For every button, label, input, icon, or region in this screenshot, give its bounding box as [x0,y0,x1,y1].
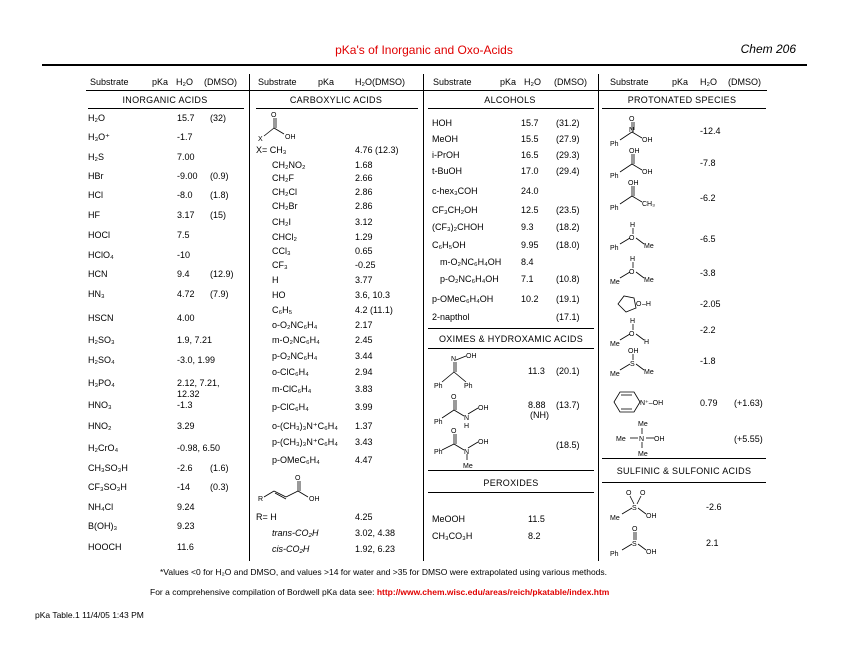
acetophenone-oh: OH [628,180,639,187]
inorganic-h2o: -9.00 [177,171,198,181]
alcohol-dmso: (17.1) [556,312,580,322]
dmso-oh: OH [628,348,639,355]
carboxylic-val: 4.47 [355,455,373,465]
c3-pka: pKa [500,77,517,87]
struct1-oh: OH [285,134,296,141]
oxime-2-dmso: (13.7) [556,400,580,410]
alcohol-dmso: (19.1) [556,294,580,304]
carboxylic-val: 3.44 [355,351,373,361]
unsat-acid-name: cis-CO₂H [272,544,310,554]
inorganic-name: HOOCH [88,542,122,552]
inorganic-h2o: 9.23 [177,521,195,531]
alcohol-name: m-O₂NC₆H₄OH [440,257,502,267]
carboxylic-val: 1.29 [355,232,373,242]
sulfinic-2-h2o: 2.1 [706,538,719,548]
carboxylic-name: CH₂Cl [272,187,297,197]
inorganic-h2o: 4.00 [177,313,195,323]
c3-substrate: Substrate [433,77,472,87]
oxime-n: N [451,356,457,363]
protonated-h2o: -2.05 [700,299,721,309]
carboxylic-name: CH₂Br [272,201,298,211]
sulfinic-rule-bottom [602,482,766,483]
inorganic-dmso: (7.9) [210,289,229,299]
protonated-heading: PROTONATED SPECIES [627,95,737,105]
carboxylic-val: 2.17 [355,320,373,330]
inorganic-dmso: (32) [210,113,227,123]
hydroxamic-ph: Ph [434,419,443,426]
tma-me-left: Me [616,436,626,443]
alcohol-dmso: (18.0) [556,240,580,250]
carboxylic-name: m-O₂NC₆H₄ [272,335,320,345]
carboxylic-val: 3.99 [355,402,373,412]
oxime-2-note: (NH) [530,410,549,420]
protonated-h2o: -6.5 [700,234,716,244]
bsa-o: O [632,526,638,533]
inorganic-name: HCl [88,190,103,200]
methanesulfonic-structure-icon [610,488,680,524]
carboxylic-val: 3.83 [355,384,373,394]
peroxide-name: CH₃CO₃H [432,531,473,541]
protonated-dmso-structure-icon [610,346,680,380]
n-methyl-hydroxamic-structure-icon [434,430,504,470]
oximes-rule-bottom [428,348,594,349]
alcohol-h2o: 10.2 [521,294,539,304]
inorganic-name: CH₃SO₃H [88,463,128,473]
struct1-x: X [258,136,263,143]
inorganic-name: H₃PO₄ [88,378,115,388]
protonated-dimethyl-ether-structure-icon [610,254,680,288]
peroxide-name: MeOOH [432,514,466,524]
peroxide-h2o: 11.5 [528,514,545,524]
carboxylic-name: X= CH₃ [256,145,287,155]
methanol-h: H [644,339,650,346]
nmethyl-ph: Ph [434,449,443,456]
carboxylic-name: CCl₃ [272,246,291,256]
hydroxamic-oh: OH [478,405,489,412]
c3-h2o: H₂O [524,77,541,87]
alcohol-name: t-BuOH [432,166,463,176]
protonated-h2o: -3.8 [700,268,716,278]
sulfinic-1-h2o: -2.6 [706,502,722,512]
carboxylic-name: CF₃ [272,260,288,270]
alcohol-name: p-O₂NC₆H₄OH [440,274,499,284]
dimethylether-me-1: Me [610,279,620,286]
alcohol-name: HOH [432,118,452,128]
protonated-h2o: -1.8 [700,356,716,366]
alcohol-h2o: 15.5 [521,134,539,144]
protonated-anisole-structure-icon [610,220,680,254]
title-rule [42,64,807,66]
course-label: Chem 206 [740,42,796,56]
c1-substrate: Substrate [90,77,129,87]
inorganic-name: H₂CrO₄ [88,443,119,453]
dmso-s: S [630,361,635,368]
inorganic-h2o: 7.5 [177,230,190,240]
alcohol-dmso: (29.3) [556,150,580,160]
protonated-methanol-structure-icon [610,316,680,350]
compilation-text: For a comprehensive compilation of Bordwell pKa data see: [150,587,375,597]
alcohol-h2o: 16.5 [521,150,539,160]
alcohol-name: c-hex₃COH [432,186,478,196]
inorganic-name: NH₄Cl [88,502,114,512]
benzoic-oh: OH [642,169,653,176]
struct1-o: O [271,112,277,119]
unsat-acid-val: 4.25 [355,512,373,522]
inorganic-rule [88,108,244,109]
carboxylic-name: CH₂NO₂ [272,160,306,170]
peroxides-heading: PEROXIDES [483,478,539,488]
tma-me-bottom: Me [638,451,648,458]
tma-oh: OH [654,436,665,443]
alcohol-name: C₆H₅OH [432,240,466,250]
inorganic-dmso: (1.8) [210,190,229,200]
inorganic-name: HClO₄ [88,250,114,260]
oxime-oh: OH [466,353,477,360]
header-rule [86,90,767,91]
peroxides-rule-bottom [428,492,594,493]
inorganic-dmso: (0.9) [210,171,229,181]
nitro-oh: OH [642,137,653,144]
page-title: pKa's of Inorganic and Oxo-Acids [335,43,513,57]
inorganic-name: HNO₃ [88,400,112,410]
carboxylic-val: 3.12 [355,217,373,227]
alcohol-name: MeOH [432,134,459,144]
alcohol-name: 2-napthol [432,312,470,322]
c4-pka: pKa [672,77,689,87]
alcohol-dmso: (23.5) [556,205,580,215]
unsat-acid-val: 1.92, 6.23 [355,544,396,554]
carboxylic-val: 3.6, 10.3 [355,290,391,300]
carboxylic-val: 1.37 [355,421,373,431]
unsat-acid-name: trans-CO₂H [272,528,319,538]
unsat-acid-val: 3.02, 4.38 [355,528,396,538]
c1-dmso: (DMSO) [204,77,237,87]
oximes-rule-top [428,328,594,329]
alcohol-name: CF₃CH₂OH [432,205,478,215]
inorganic-dmso: (15) [210,210,227,220]
alcohol-dmso: (18.2) [556,222,580,232]
bsa-s: S [632,541,637,548]
struct2-o: O [295,475,301,482]
tma-n: N [639,436,645,443]
dmso-me-2: Me [644,369,654,376]
nmethyl-o: O [451,428,457,435]
protonated-acetophenone-structure-icon [610,180,680,214]
carboxylic-val: 2.86 [355,187,373,197]
carboxylic-name: p-OMeC₆H₄ [272,455,320,465]
protonated-benzoic-structure-icon [610,148,680,182]
dmso-me-1: Me [610,371,620,378]
inorganic-h2o: 2.12, 7.21, [177,378,220,388]
protonated-h2o: 0.79 [700,398,718,408]
carboxylic-val: 2.86 [355,201,373,211]
hydroxamic-n: N [464,415,470,422]
inorganic-h2o: -0.98, 6.50 [177,443,221,453]
c1-pka: pKa [152,77,169,87]
msa-o-1: O [626,490,632,497]
alcohol-h2o: 12.5 [521,205,539,215]
dimethylether-me-2: Me [644,277,654,284]
inorganic-name: CF₃SO₃H [88,482,127,492]
alcohols-heading: ALCOHOLS [484,95,536,105]
carboxylic-val: 2.45 [355,335,373,345]
inorganic-dmso: (1.6) [210,463,229,473]
protonated-nitro-structure-icon [610,116,680,150]
struct2-r: R [258,496,264,503]
alcohol-name: (CF₃)₂CHOH [432,222,484,232]
sulfinic-rule-top [602,458,766,459]
nmethyl-me: Me [463,463,473,470]
alcohol-h2o: 9.3 [521,222,534,232]
nitro-ph: Ph [610,141,619,148]
alcohol-h2o: 8.4 [521,257,534,267]
alcohol-h2o: 15.7 [521,118,539,128]
c2-substrate: Substrate [258,77,297,87]
file-stamp: pKa Table.1 11/4/05 1:43 PM [35,610,144,620]
carboxylic-val: 0.65 [355,246,373,256]
alcohol-h2o: 9.95 [521,240,539,250]
inorganic-name: HN₃ [88,289,105,299]
msa-me: Me [610,515,620,522]
carboxylic-name: CH₂I [272,217,291,227]
carboxylic-name: o-(CH₃)₃N⁺C₆H₄ [272,421,338,431]
inorganic-name: HOCl [88,230,110,240]
carboxylic-name: CHCl₂ [272,232,297,242]
pyridinium-structure-icon [610,388,690,418]
protonated-h2o: -2.2 [700,325,716,335]
inorganic-h2o: 9.24 [177,502,195,512]
acetophenone-ph: Ph [610,205,619,212]
alcohol-h2o: 17.0 [521,166,539,176]
protonated-h2o: -12.4 [700,126,721,136]
benzoic-oh-top: OH [629,148,640,155]
hydroxamic-acid-structure-icon [434,390,504,430]
c4-h2o: H₂O [700,77,717,87]
alcohol-h2o: 24.0 [521,186,539,196]
inorganic-h2o: 11.6 [177,542,194,552]
col-divider-2 [423,74,424,561]
thf-h: –H [642,301,651,308]
carboxylic-name: m-ClC₆H₄ [272,384,312,394]
oxime-1-dmso: (20.1) [556,366,580,376]
thf-o: O [636,301,642,308]
inorganic-h2o: -3.0, 1.99 [177,355,216,365]
benzoic-ph: Ph [610,173,619,180]
tma-me-top: Me [638,421,648,428]
alcohol-dmso: (31.2) [556,118,580,128]
alcohol-h2o: 7.1 [521,274,534,284]
inorganic-h2o: 3.17 [177,210,195,220]
protonated-h2o: -6.2 [700,193,716,203]
inorganic-h2o: 9.4 [177,269,190,279]
col-divider-1 [249,74,250,561]
inorganic-name: H₂O [88,113,105,123]
carboxylic-name: C₆H₅ [272,305,293,315]
anisole-ph: Ph [610,245,619,252]
inorganic-heading: INORGANIC ACIDS [122,95,208,105]
dimethylether-h: H [630,256,636,263]
inorganic-name: H₂SO₄ [88,355,115,365]
benzophenone-oxime-structure-icon [434,354,504,390]
unsat-acid-name: R= H [256,512,277,522]
oximes-heading: OXIMES & HYDROXAMIC ACIDS [438,334,584,344]
bsa-ph: Ph [610,551,619,558]
protonated-dmso: (+5.55) [734,434,763,444]
inorganic-name: B(OH)₃ [88,521,118,531]
oxime-ph-1: Ph [434,383,443,390]
inorganic-name: HBr [88,171,104,181]
dimethylether-o: O [629,269,635,276]
carboxylic-name: H [272,275,279,285]
alcohol-dmso: (29.4) [556,166,580,176]
c4-dmso: (DMSO) [728,77,761,87]
oxime-2-h2o: 8.88 [528,400,546,410]
c3-dmso: (DMSO) [554,77,587,87]
compilation-note [150,587,609,597]
alcohol-dmso: (10.8) [556,274,580,284]
methanol-me: Me [610,341,620,348]
carboxylic-name: HO [272,290,286,300]
inorganic-h2o: 4.72 [177,289,195,299]
anisole-me: Me [644,243,654,250]
inorganic-h2o: -14 [177,482,191,492]
carboxylic-name: CH₂F [272,173,294,183]
inorganic-name: H₂S [88,152,104,162]
peroxides-rule-top [428,470,594,471]
sulfinic-heading: SULFINIC & SULFONIC ACIDS [616,466,752,476]
nitro-o: O [629,116,635,123]
methanol-o: O [629,331,635,338]
carboxylic-val: 2.66 [355,173,373,183]
anisole-o: O [629,235,635,242]
carboxylic-name: o-ClC₆H₄ [272,367,309,377]
protonated-h2o: -7.8 [700,158,716,168]
benzenesulfinic-structure-icon [610,524,680,560]
carboxylic-val: 1.68 [355,160,373,170]
inorganic-h2o: -1.7 [177,132,193,142]
oxime-3-dmso: (18.5) [556,440,580,450]
bsa-oh: OH [646,549,657,556]
footnote: *Values <0 for H₂O and DMSO, and values >14 for water and >35 for DMSO were extrapolated using various methods. [160,567,608,577]
oxime-1-h2o: 11.3 [528,366,545,376]
inorganic-h2o: 12.32 [177,389,200,399]
carboxylic-name: p-ClC₆H₄ [272,402,309,412]
trimethylhydroxylammonium-structure-icon [610,418,690,458]
carboxylic-val: 3.77 [355,275,373,285]
carboxylic-val: 4.76 (12.3) [355,145,399,155]
carboxylic-val: 3.43 [355,437,373,447]
c4-substrate: Substrate [610,77,649,87]
alcohol-name: i-PrOH [432,150,460,160]
protonated-dmso: (+1.63) [734,398,763,408]
alcohol-name: p-OMeC₆H₄OH [432,294,494,304]
carboxylic-val: -0.25 [355,260,376,270]
msa-o-2: O [640,490,646,497]
carboxylic-name: o-O₂NC₆H₄ [272,320,318,330]
carboxylic-val: 4.2 (11.1) [355,305,393,315]
inorganic-name: H₂SO₃ [88,335,115,345]
acetophenone-ch3: CH₃ [642,201,655,208]
nmethyl-oh: OH [478,439,489,446]
inorganic-name: HF [88,210,100,220]
carboxylic-rule [256,108,418,109]
inorganic-dmso: (0.3) [210,482,229,492]
struct2-oh: OH [309,496,320,503]
msa-oh: OH [646,513,657,520]
inorganic-name: H₃O⁺ [88,132,110,142]
inorganic-h2o: -10 [177,250,191,260]
inorganic-h2o: 3.29 [177,421,195,431]
carboxylic-acid-structure-icon [258,112,318,142]
carboxylic-val: 2.94 [355,367,373,377]
peroxide-h2o: 8.2 [528,531,541,541]
pyridinium-noh: N⁺–OH [640,400,664,407]
inorganic-name: HSCN [88,313,114,323]
inorganic-h2o: 15.7 [177,113,195,123]
carboxylic-name: p-O₂NC₆H₄ [272,351,318,361]
inorganic-name: HCN [88,269,108,279]
nitro-n: N [629,127,635,134]
msa-s: S [632,505,637,512]
carboxylic-heading: CARBOXYLIC ACIDS [289,95,383,105]
inorganic-h2o: -1.3 [177,400,193,410]
inorganic-h2o: 7.00 [177,152,195,162]
bordwell-link[interactable]: http://www.chem.wisc.edu/areas/reich/pkatable/index.htm [376,587,610,597]
acrylic-acid-structure-icon [258,477,338,507]
protonated-rule [602,108,766,109]
c1-h2o: H₂O [176,77,193,87]
anisole-h: H [630,222,636,229]
inorganic-dmso: (12.9) [210,269,234,279]
alcohols-rule [428,108,594,109]
methanol-h-top: H [630,318,636,325]
col-divider-3 [598,74,599,561]
hydroxamic-o: O [451,394,457,401]
inorganic-name: HNO₂ [88,421,112,431]
c2-h2o: H₂O(DMSO) [355,77,405,87]
c2-pka: pKa [318,77,335,87]
inorganic-h2o: 1.9, 7.21 [177,335,213,345]
carboxylic-name: p-(CH₃)₃N⁺C₆H₄ [272,437,338,447]
inorganic-h2o: -2.6 [177,463,193,473]
alcohol-dmso: (27.9) [556,134,580,144]
hydroxamic-h: H [464,423,470,430]
oxime-ph-2: Ph [464,383,473,390]
inorganic-h2o: -8.0 [177,190,193,200]
nmethyl-n: N [464,449,470,456]
